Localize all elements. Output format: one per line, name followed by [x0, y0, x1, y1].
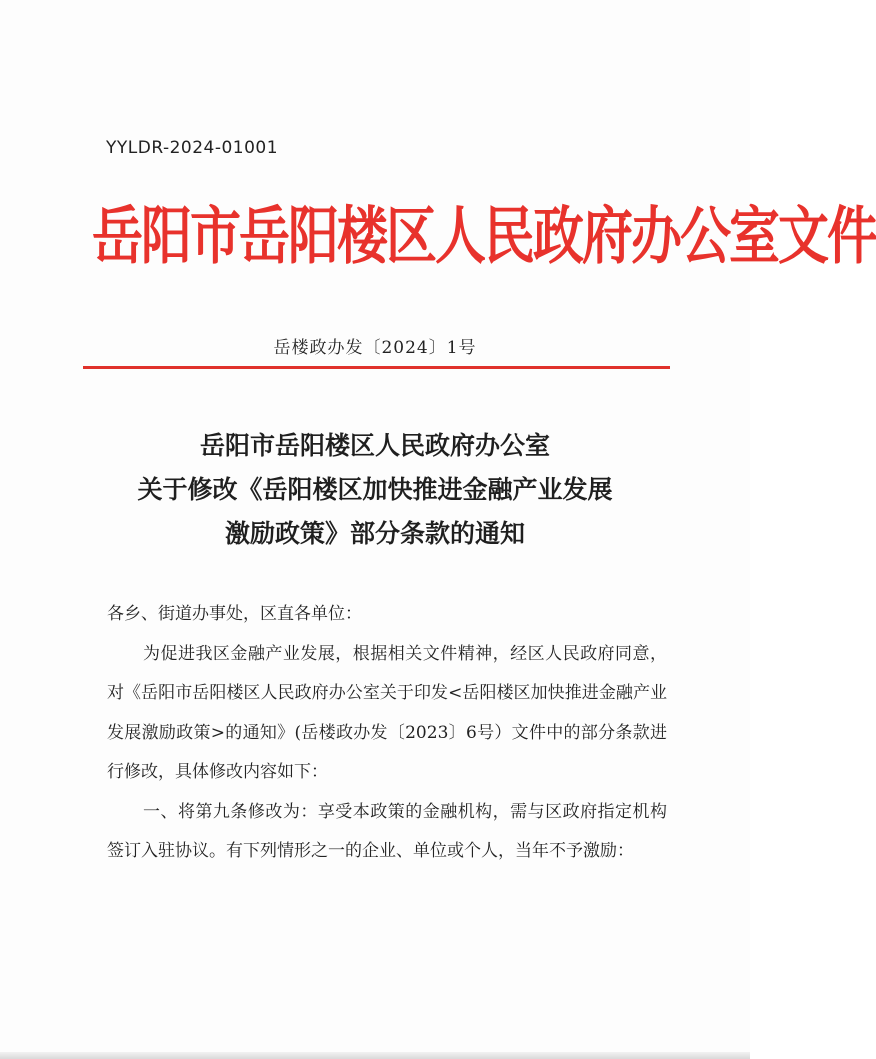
- body-paragraph: 为促进我区金融产业发展，根据相关文件精神，经区人民政府同意，对《岳阳市岳阳楼区人民政府办公室关于印发<岳阳楼区加快推进金融产业发展激励政策>的通知》(岳楼政办发〔2023〕6号）文件中的部分条款进行修改，具体修改内容如下：: [107, 643, 667, 782]
- scan-edge: [0, 1052, 750, 1059]
- notice-title-line-1: 岳阳市岳阳楼区人民政府办公室: [199, 431, 550, 460]
- body-paragraph: 一、将第九条修改为：享受本政策的金融机构，需与区政府指定机构签订入驻协议。有下列情形之一的企业、单位或个人，当年不予激励：: [107, 801, 667, 861]
- notice-title: [0, 424, 750, 556]
- salutation: 各乡、街道办事处，区直各单位：: [107, 604, 362, 624]
- notice-body: [107, 595, 667, 872]
- masthead-title: 岳阳市岳阳楼区人民政府办公室文件: [92, 201, 876, 274]
- issue-number: 岳楼政办发〔2024〕1号: [273, 338, 477, 358]
- notice-title-line-3: 激励政策》部分条款的通知: [224, 519, 525, 548]
- red-divider-line: [83, 366, 670, 369]
- document-code: YYLDR-2024-01001: [106, 138, 279, 158]
- notice-title-line-2: 关于修改《岳阳楼区加快推进金融产业发展: [137, 475, 613, 504]
